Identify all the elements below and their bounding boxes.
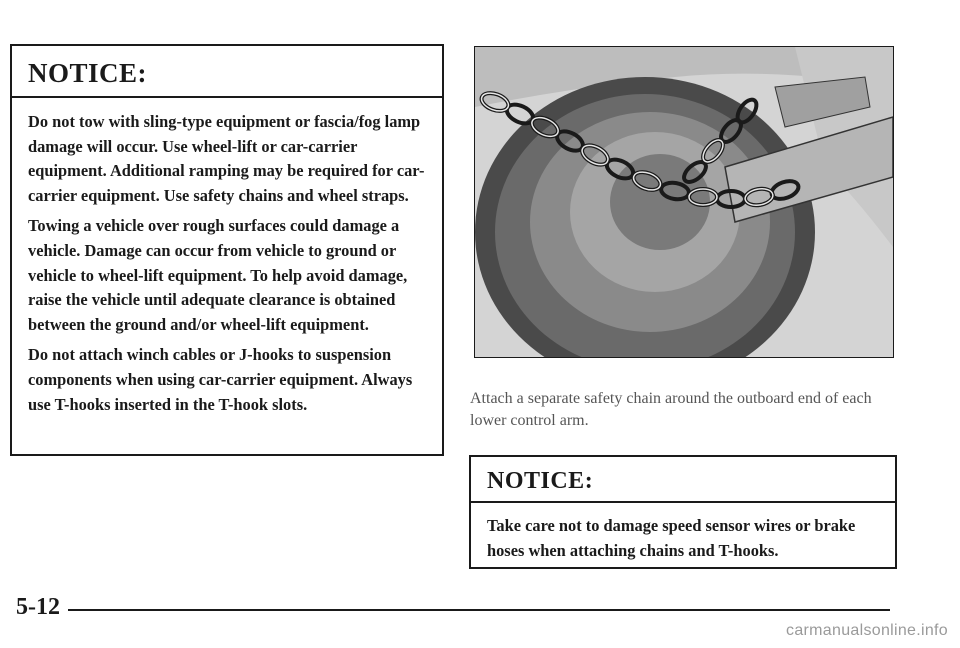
footer-rule: [68, 609, 890, 611]
figure-caption: Attach a separate safety chain around the outboard end of each lower control arm.: [470, 390, 872, 429]
notice-paragraph-1: Do not tow with sling-type equipment or fascia/fog lamp damage will occur. Use wheel-lift or car-carrier equipment. Additional ramping may be required for car-carrier equipment. Use safety chains and wheel straps.: [28, 112, 425, 205]
page-number: 5-12: [16, 594, 60, 620]
notice-paragraph-3: Do not attach winch cables or J-hooks to suspension components when using car-carrier equipment. Always use T-hooks inserted in the T-hook slots.: [28, 345, 413, 414]
notice-box-right: [469, 455, 897, 569]
notice-box-left: [10, 44, 444, 456]
notice-paragraph-2: Towing a vehicle over rough surfaces could damage a vehicle. Damage can occur from vehicle to ground or vehicle to wheel-lift equipment. To help avoid damage, raise the vehicle until adequate clearance is obtained between the ground and/or wheel-lift equipment.: [28, 216, 408, 334]
notice-body: Take care not to damage speed sensor wires or brake hoses when attaching chains and T-hooks.: [487, 516, 856, 560]
notice-heading: NOTICE:: [471, 457, 895, 503]
watermark: carmanualsonline.info: [786, 622, 948, 639]
notice-heading: NOTICE:: [12, 46, 442, 98]
safety-chain-illustration: [474, 46, 894, 358]
notice-body: [12, 98, 442, 417]
chain-wheel-icon: [475, 47, 893, 357]
